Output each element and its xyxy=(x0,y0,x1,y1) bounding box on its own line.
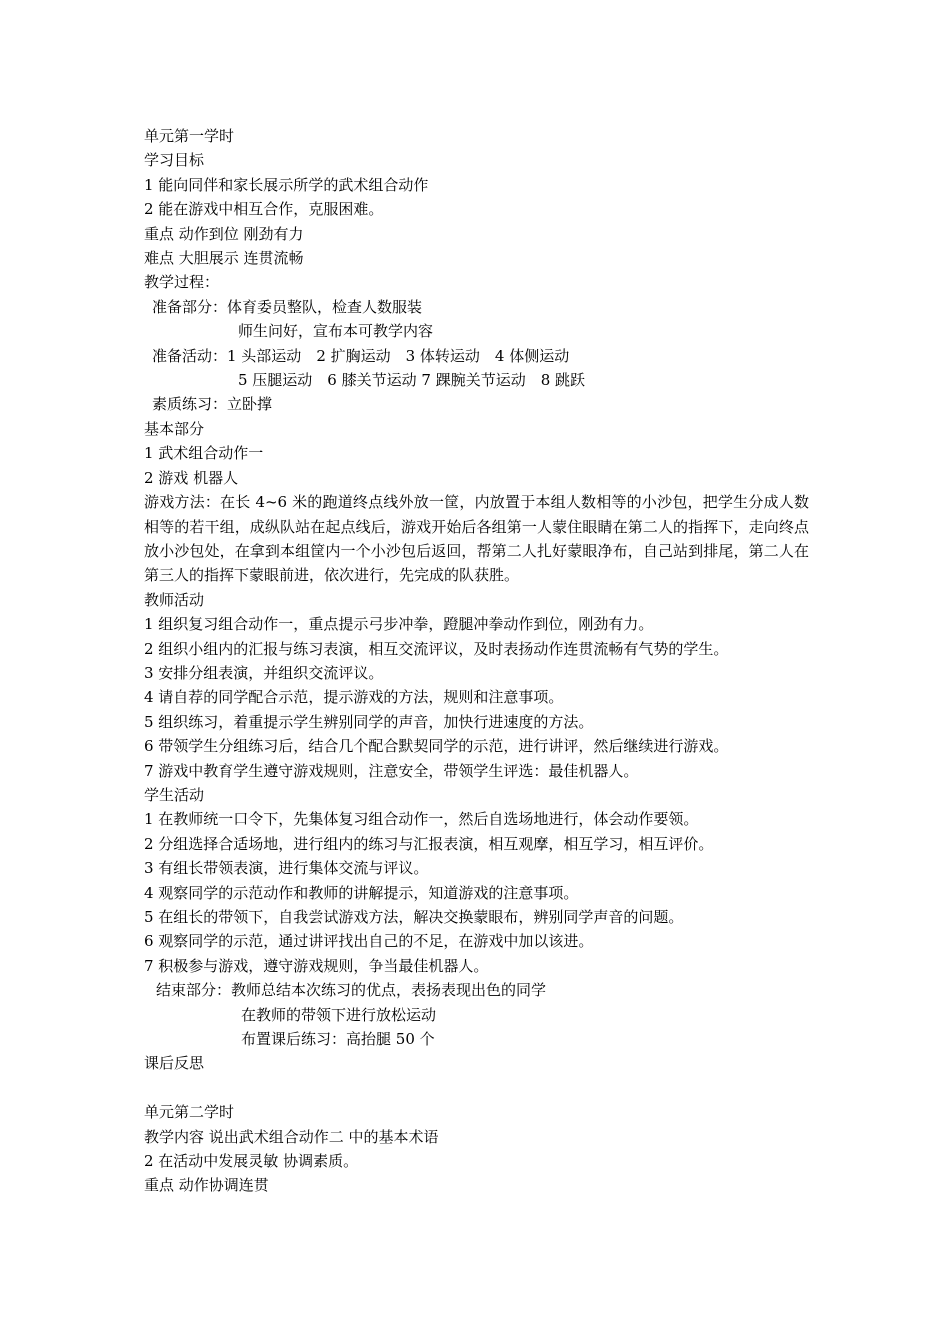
objective-item: 1 能向同伴和家长展示所学的武术组合动作 xyxy=(144,175,429,194)
teacher-item: 1 组织复习组合动作一，重点提示弓步冲拳，蹬腿冲拳动作到位，刚劲有力。 xyxy=(144,615,654,634)
student-item: 2 分组选择合适场地，进行组内的练习与汇报表演，相互观摩，相互学习，相互评价。 xyxy=(144,834,714,853)
teacher-item: 7 游戏中教育学生遵守游戏规则，注意安全，带领学生评选：最佳机器人。 xyxy=(144,761,639,780)
teacher-item: 5 组织练习，着重提示学生辨别同学的声音，加快行进速度的方法。 xyxy=(144,712,594,731)
lesson2-objective: 2 在活动中发展灵敏 协调素质。 xyxy=(144,1152,359,1171)
lesson2-title: 单元第二学时 xyxy=(144,1103,235,1122)
ending-line: 在教师的带领下进行放松运动 xyxy=(241,1005,437,1024)
basic-item: 1 武术组合动作一 xyxy=(144,444,264,463)
student-item: 7 积极参与游戏，遵守游戏规则，争当最佳机器人。 xyxy=(144,956,489,975)
reflection-heading: 课后反思 xyxy=(144,1054,205,1073)
prep-section-line: 师生问好，宣布本可教学内容 xyxy=(238,322,434,341)
objectives-heading: 学习目标 xyxy=(144,151,205,170)
student-item: 1 在教师统一口令下，先集体复习组合动作一，然后自选场地进行，体会动作要领。 xyxy=(144,810,699,829)
student-item: 4 观察同学的示范动作和教师的讲解提示，知道游戏的注意事项。 xyxy=(144,883,579,902)
teacher-item: 4 请自荐的同学配合示范，提示游戏的方法，规则和注意事项。 xyxy=(144,688,564,707)
ending-line: 布置课后练习：高抬腿 50 个 xyxy=(241,1030,435,1049)
warmup-line: 准备活动：1 头部运动 2 扩胸运动 3 体转运动 4 体侧运动 xyxy=(152,346,570,365)
basic-item: 2 游戏 机器人 xyxy=(144,468,239,487)
teacher-item: 2 组织小组内的汇报与练习表演，相互交流评议，及时表扬动作连贯流畅有气势的学生。 xyxy=(144,639,729,658)
student-item: 6 观察同学的示范，通过讲评找出自己的不足，在游戏中加以该进。 xyxy=(144,932,594,951)
student-item: 5 在组长的带领下，自我尝试游戏方法，解决交换蒙眼布，辨别同学声音的问题。 xyxy=(144,908,684,926)
teacher-item: 6 带领学生分组练习后，结合几个配合默契同学的示范，进行讲评，然后继续进行游戏。 xyxy=(144,737,729,756)
lesson1-title: 单元第一学时 xyxy=(144,127,235,145)
student-item: 3 有组长带领表演，进行集体交流与评议。 xyxy=(144,859,429,878)
objective-item: 2 能在游戏中相互合作，克服困难。 xyxy=(144,200,384,219)
prep-section-line: 准备部分：体育委员整队，检查人数服装 xyxy=(152,297,423,316)
teacher-item: 3 安排分组表演，并组织交流评议。 xyxy=(144,663,384,682)
lesson2-key-point: 重点 动作协调连贯 xyxy=(144,1176,269,1195)
process-heading: 教学过程： xyxy=(144,273,220,292)
difficulty: 难点 大胆展示 连贯流畅 xyxy=(144,249,304,268)
quality-exercise: 素质练习：立卧撑 xyxy=(152,395,273,414)
lesson2-content: 教学内容 说出武术组合动作二 中的基本术语 xyxy=(144,1127,439,1146)
ending-line: 结束部分：教师总结本次练习的优点，表扬表现出色的同学 xyxy=(156,981,547,1000)
key-point: 重点 动作到位 刚劲有力 xyxy=(144,224,304,243)
blank-line xyxy=(144,1076,809,1100)
game-method-paragraph: 游戏方法：在长 4~6 米的跑道终点线外放一筐，内放置于本组人数相等的小沙包，把学生分成人数相等的若干组，成纵队站在起点线后，游戏开始后各组第一人蒙住眼睛在第二人的指挥下，走向终点放小沙包处，在拿到本组筐内一个小沙包后返回，帮第二人扎好蒙眼净布，自己站到排尾，第二人在第三人的指挥下蒙眼前进，依次进行，先完成的队获胜。 xyxy=(144,493,809,585)
student-heading: 学生活动 xyxy=(144,785,205,804)
basic-heading: 基本部分 xyxy=(144,419,205,438)
document-body xyxy=(144,124,809,1198)
teacher-heading: 教师活动 xyxy=(144,590,205,609)
warmup-line: 5 压腿运动 6 膝关节运动 7 踝腕关节运动 8 跳跃 xyxy=(238,371,586,390)
